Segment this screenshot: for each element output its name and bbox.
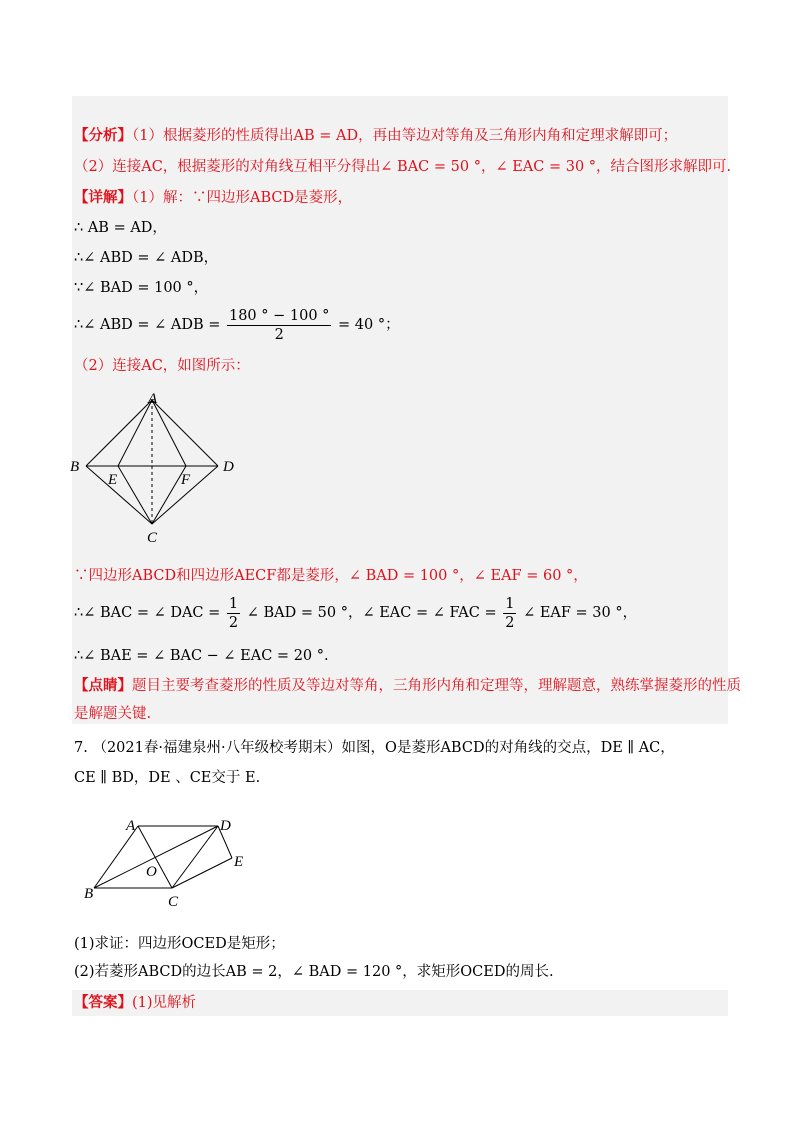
answer-line (74, 993, 196, 1013)
label-a: A (148, 392, 158, 407)
detail-line-9: ∴∠ BAE = ∠ BAC − ∠ EAC = 20 °. (74, 648, 329, 664)
fraction-numerator: 180 ° − 100 ° (228, 307, 330, 324)
rhombus-figure-2 (80, 814, 260, 908)
label-b: B (70, 459, 80, 475)
detail-line-6: （2）连接AC，如图所示： (74, 358, 250, 374)
fraction-one-half-2 (503, 595, 516, 632)
detail-line-5-rhs: = 40 °； (338, 317, 400, 333)
fraction-numerator: 1 (228, 595, 239, 612)
part-1: (1)求证：四边形OCED是矩形； (74, 936, 285, 952)
edge-ae (118, 400, 152, 466)
detail-line-5 (74, 306, 400, 344)
question-line-1: 7. （2021春·福建泉州·八年级校考期末）如图，O是菱形ABCD的对角线的交点，DE ∥ AC， (74, 740, 675, 756)
label-d: D (220, 818, 231, 834)
comment-line-1 (74, 676, 741, 696)
detail-text-1: （1）解：∵四边形ABCD是菱形， (132, 190, 353, 206)
edge-ad (152, 400, 218, 466)
fraction-180-100 (227, 307, 331, 344)
edge-dc (172, 826, 218, 888)
answer-text: (1)见解析 (132, 995, 197, 1011)
label-b: B (84, 886, 94, 902)
fraction-denominator: 2 (505, 614, 515, 631)
comment-tag: 【点睛】 (74, 677, 132, 694)
analysis-text-1: （1）根据菱形的性质得出AB = AD，再由等边对等角及三角形内角和定理求解即可； (132, 128, 678, 144)
label-e: E (108, 472, 118, 488)
detail-line-3: ∴∠ ABD = ∠ ADB， (74, 250, 219, 266)
analysis-tag: 【分析】 (74, 127, 132, 144)
edge-ec (118, 466, 152, 524)
label-f: F (181, 472, 191, 488)
detail-tag: 【详解】 (74, 189, 132, 206)
detail-line-7: ∵四边形ABCD和四边形AECF都是菱形，∠ BAD = 100 °，∠ EAF = 60 °， (74, 568, 588, 584)
detail-line-8-b: ∠ BAD = 50 °，∠ EAC = ∠ FAC = (246, 605, 497, 621)
detail-line-8-a: ∴∠ BAC = ∠ DAC = (74, 605, 221, 621)
label-a: A (126, 818, 136, 834)
part-2: (2)若菱形ABCD的边长AB = 2，∠ BAD = 120 °，求矩形OCED的周长. (74, 964, 554, 980)
analysis-line-2: （2）连接AC，根据菱形的对角线互相平分得出∠ BAC = 50 °，∠ EAC = 30 °，结合图形求解即可. (74, 159, 732, 175)
detail-line-2: ∴ AB = AD， (74, 220, 167, 236)
edge-bc (86, 466, 152, 524)
rhombus-figure-1 (68, 392, 248, 548)
label-o: O (146, 864, 157, 880)
answer-tag: 【答案】 (74, 994, 132, 1011)
fraction-one-half-1 (227, 595, 240, 632)
edge-ce (172, 858, 232, 888)
comment-line-2: 是解题关键. (74, 706, 152, 722)
detail-line-5-lhs: ∴∠ ABD = ∠ ADB = (74, 317, 221, 333)
label-e: E (234, 854, 244, 870)
fraction-numerator: 1 (505, 595, 515, 612)
detail-line-8-c: ∠ EAF = 30 °， (523, 605, 638, 621)
label-c: C (147, 530, 158, 546)
fraction-denominator: 2 (228, 614, 239, 631)
question-line-2: CE ∥ BD，DE 、CE交于 E. (74, 770, 261, 786)
detail-line-4: ∵∠ BAD = 100 °， (74, 280, 209, 296)
label-c: C (168, 894, 179, 908)
fraction-denominator: 2 (274, 326, 284, 343)
comment-text-1: 题目主要考查菱形的性质及等边对等角，三角形内角和定理等，理解题意，熟练掌握菱形的性质 (132, 678, 741, 694)
edge-ab (94, 826, 138, 888)
detail-line-8 (74, 594, 637, 632)
edge-af (152, 400, 186, 466)
analysis-line-1 (74, 126, 677, 146)
label-d: D (223, 459, 234, 475)
edge-ab (86, 400, 152, 466)
detail-line-1 (74, 188, 352, 208)
